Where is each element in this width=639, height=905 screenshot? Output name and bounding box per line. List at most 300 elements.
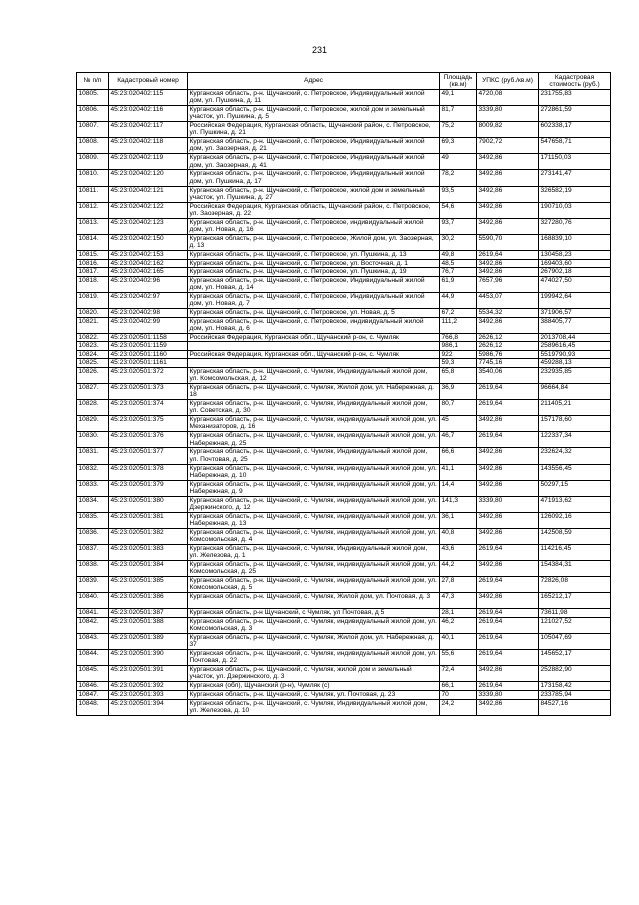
cell-cadastral-value: 232935,85 [539, 367, 611, 383]
cell-area: 44,2 [440, 561, 477, 577]
table-row [77, 432, 611, 448]
cell-address: Курганская область, р-н. Щучанский, с. Чумляк, индивидуальный жилой дом, ул. Почтовая, д. 22 [188, 650, 440, 666]
cell-row-number: 10842. [77, 617, 109, 633]
cell-upks: 2619,64 [477, 577, 539, 593]
cell-address: Курганская область, р-н. Щучанский, с. Чумляк, Индивидуальный жилой дом, ул. Комсомольская, д. 12 [188, 367, 440, 383]
cell-area: 49 [440, 154, 477, 170]
cell-address [188, 342, 440, 351]
cell-area: 40,1 [440, 634, 477, 650]
cell-cadastral-value: 96664,84 [539, 384, 611, 400]
table-row [77, 561, 611, 577]
cell-cadastral-number: 45:23:020402:122 [109, 202, 188, 218]
cell-cadastral-value: 2013708,44 [539, 333, 611, 342]
cell-address: Курганская область, р-н. Щучанский, с. Петровское, ул. Пушкина, д. 19 [188, 268, 440, 277]
cell-row-number: 10811. [77, 186, 109, 202]
cell-address: Курганская область, р-н. Щучанский, с. Петровское, Индивидуальный жилой дом, ул. Новая, д. 7 [188, 292, 440, 308]
table-row [77, 666, 611, 682]
table-row [77, 292, 611, 308]
table-row [77, 577, 611, 593]
cell-area: 28,1 [440, 609, 477, 618]
cell-row-number: 10848. [77, 699, 109, 715]
cell-upks: 2619,64 [477, 682, 539, 691]
cell-area: 46,2 [440, 617, 477, 633]
cell-area: 67,2 [440, 308, 477, 317]
cell-upks: 3339,80 [477, 496, 539, 512]
cell-upks: 2619,64 [477, 250, 539, 259]
cell-cadastral-value: 252882,90 [539, 666, 611, 682]
cell-row-number: 10838. [77, 561, 109, 577]
cell-address: Курганская область, р-н. Щучанский, с. Чумляк, Индивидуальный жилой дом, ул. Железова, д. 1 [188, 545, 440, 561]
table-row [77, 317, 611, 333]
cell-cadastral-number: 45:23:020501:1160 [109, 350, 188, 359]
cell-cadastral-value: 171150,03 [539, 154, 611, 170]
table-row [77, 528, 611, 544]
cell-upks: 2619,64 [477, 545, 539, 561]
cell-cadastral-value: 130458,23 [539, 250, 611, 259]
cell-address: Курганская область, р-н. Щучанский, с. Чумляк, индивидуальный жилой дом, ул. Комсомольская, д. 3 [188, 617, 440, 633]
table-row [77, 699, 611, 715]
cell-cadastral-value: 145652,17 [539, 650, 611, 666]
cell-area: 76,7 [440, 268, 477, 277]
cell-address: Курганская область, р-н. Щучанский, с. Чумляк, индивидуальный жилой дом, ул. Комсомольская, д. 4 [188, 528, 440, 544]
cell-row-number: 10825. [77, 359, 109, 368]
cell-row-number: 10845. [77, 666, 109, 682]
cell-cadastral-number: 45:23:020402:96 [109, 276, 188, 292]
cell-cadastral-number: 45:23:020501:386 [109, 593, 188, 609]
table-row [77, 384, 611, 400]
cell-row-number: 10806. [77, 106, 109, 122]
table-row [77, 234, 611, 250]
cell-upks: 3339,80 [477, 690, 539, 699]
cell-cadastral-value: 114216,45 [539, 545, 611, 561]
cell-row-number: 10807. [77, 122, 109, 138]
cell-cadastral-number: 45:23:020402:115 [109, 90, 188, 106]
cell-cadastral-value: 73611,98 [539, 609, 611, 618]
cell-address: Курганская область, р-н. Щучанский, с. Чумляк, ул. Почтовая, д. 23 [188, 690, 440, 699]
cell-cadastral-number: 45:23:020501:390 [109, 650, 188, 666]
cell-upks: 3492,86 [477, 218, 539, 234]
cell-area: 40,8 [440, 528, 477, 544]
cell-upks: 3492,86 [477, 528, 539, 544]
cell-area: 69,3 [440, 138, 477, 154]
cell-cadastral-number: 45:23:020501:378 [109, 464, 188, 480]
cell-row-number: 10808. [77, 138, 109, 154]
table-row [77, 154, 611, 170]
cell-area: 49,8 [440, 250, 477, 259]
cell-address: Курганская область, р-н. Щучанский, с. Петровское, Жилой дом, ул. Заозерная, д. 13 [188, 234, 440, 250]
cell-upks: 3492,86 [477, 154, 539, 170]
cell-area: 45 [440, 416, 477, 432]
cell-area: 30,2 [440, 234, 477, 250]
cell-address: Курганская область, р-н. Щучанский, с. Чумляк, Индивидуальный жилой дом, ул. Почтовая, д. 25 [188, 448, 440, 464]
cell-cadastral-number: 45:23:020501:379 [109, 480, 188, 496]
cell-row-number: 10829. [77, 416, 109, 432]
table-row [77, 448, 611, 464]
cell-address: Курганская область, р-н. Щучанский, с. Чумляк, индивидуальный жилой дом, ул. Механизаторов, д. 16 [188, 416, 440, 432]
cell-cadastral-value: 459288,13 [539, 359, 611, 368]
cell-upks: 3492,86 [477, 268, 539, 277]
table-row [77, 106, 611, 122]
cell-upks: 3492,86 [477, 170, 539, 186]
header-upks: УПКС (руб./кв.м) [477, 73, 539, 90]
cell-row-number: 10832. [77, 464, 109, 480]
cell-upks: 7902,72 [477, 138, 539, 154]
cell-cadastral-number: 45:23:020402:123 [109, 218, 188, 234]
cell-area: 986,1 [440, 342, 477, 351]
cell-cadastral-number: 45:23:020501:391 [109, 666, 188, 682]
cell-upks: 3339,80 [477, 106, 539, 122]
cell-row-number: 10830. [77, 432, 109, 448]
cell-upks: 3492,86 [477, 186, 539, 202]
cell-area: 61,9 [440, 276, 477, 292]
cell-area: 36,9 [440, 384, 477, 400]
cell-row-number: 10826. [77, 367, 109, 383]
cell-cadastral-value: 142508,59 [539, 528, 611, 544]
cell-row-number: 10843. [77, 634, 109, 650]
cell-row-number: 10824. [77, 350, 109, 359]
cell-row-number: 10817. [77, 268, 109, 277]
cell-upks: 2619,64 [477, 400, 539, 416]
cell-address: Курганская область, р-н. Щучанский, с. Петровское, жилой дом и земельный участок, ул. Пушкина, д. 5 [188, 106, 440, 122]
cell-cadastral-number: 45:23:020402:97 [109, 292, 188, 308]
cell-area: 48,5 [440, 259, 477, 268]
table-row [77, 690, 611, 699]
cell-area: 46,7 [440, 432, 477, 448]
cell-area: 70 [440, 690, 477, 699]
cell-cadastral-value: 474027,50 [539, 276, 611, 292]
cell-cadastral-value: 154384,31 [539, 561, 611, 577]
cell-address: Курганская область, р-н. Щучанский, с. Чумляк, индивидуальный жилой дом, ул. Дзержинского, д. 12 [188, 496, 440, 512]
cell-row-number: 10840. [77, 593, 109, 609]
cell-cadastral-value: 105047,69 [539, 634, 611, 650]
cell-upks: 7657,96 [477, 276, 539, 292]
cell-address: Курганская область, р-н. Щучанский, с. Чумляк, Жилой дом, ул. Набережная, д. 37 [188, 634, 440, 650]
cell-upks: 3492,86 [477, 259, 539, 268]
cell-row-number: 10812. [77, 202, 109, 218]
cell-row-number: 10835. [77, 512, 109, 528]
table-row [77, 333, 611, 342]
header-area: Площадь (кв.м) [440, 73, 477, 90]
cell-row-number: 10836. [77, 528, 109, 544]
cell-cadastral-value: 232624,32 [539, 448, 611, 464]
cell-area: 24,2 [440, 699, 477, 715]
cell-cadastral-number: 45:23:020501:388 [109, 617, 188, 633]
cell-area: 59,3 [440, 359, 477, 368]
cell-address: Российская Федерация, Курганская обл., Щучанский р-он, с. Чумляк [188, 350, 440, 359]
cell-cadastral-value: 157178,60 [539, 416, 611, 432]
cell-row-number: 10816. [77, 259, 109, 268]
cell-cadastral-number: 45:23:020501:373 [109, 384, 188, 400]
cell-address: Курганская область, р-н. Щучанский, с. Петровское, индивидуальный жилой дом, ул. Новая, д. 16 [188, 218, 440, 234]
cell-address: Курганская область, р-н. Щучанский, с. Чумляк, Индивидуальный жилой дом, ул. Железова, д. 10 [188, 699, 440, 715]
cell-area: 54,6 [440, 202, 477, 218]
cell-cadastral-number: 45:23:020402:150 [109, 234, 188, 250]
table-row [77, 593, 611, 609]
cell-cadastral-number: 45:23:020501:389 [109, 634, 188, 650]
cell-cadastral-value: 169403,60 [539, 259, 611, 268]
cell-row-number: 10846. [77, 682, 109, 691]
cell-cadastral-number: 45:23:020402:98 [109, 308, 188, 317]
cell-cadastral-number: 45:23:020501:381 [109, 512, 188, 528]
cell-cadastral-value: 327280,76 [539, 218, 611, 234]
cell-upks: 8009,82 [477, 122, 539, 138]
table-row [77, 416, 611, 432]
table-row [77, 122, 611, 138]
cell-cadastral-value: 122337,34 [539, 432, 611, 448]
cell-address: Курганская область, р-н. Щучанский, с. Петровское, ул. Новая, д. 5 [188, 308, 440, 317]
cell-upks: 3492,86 [477, 480, 539, 496]
cell-row-number: 10847. [77, 690, 109, 699]
cell-area: 93,5 [440, 186, 477, 202]
cell-cadastral-number: 45:23:020501:392 [109, 682, 188, 691]
cell-cadastral-value: 267902,18 [539, 268, 611, 277]
cell-upks: 5534,32 [477, 308, 539, 317]
table-row [77, 609, 611, 618]
cell-cadastral-value: 143556,45 [539, 464, 611, 480]
table-row [77, 308, 611, 317]
cell-address: Курганская область, р-н. Щучанский, с. Петровское, ул. Пушкина, д. 13 [188, 250, 440, 259]
cell-cadastral-value: 126092,16 [539, 512, 611, 528]
cell-upks: 2619,64 [477, 609, 539, 618]
cell-cadastral-value: 165212,17 [539, 593, 611, 609]
cell-cadastral-number: 45:23:020402:165 [109, 268, 188, 277]
cell-area: 55,6 [440, 650, 477, 666]
cell-cadastral-number: 45:23:020501:394 [109, 699, 188, 715]
cell-area: 44,9 [440, 292, 477, 308]
cell-cadastral-number: 45:23:020402:162 [109, 259, 188, 268]
cell-row-number: 10814. [77, 234, 109, 250]
cell-row-number: 10819. [77, 292, 109, 308]
cell-area: 47,3 [440, 593, 477, 609]
cell-cadastral-number: 45:23:020501:1158 [109, 333, 188, 342]
cell-cadastral-value: 272861,59 [539, 106, 611, 122]
header-cadastral-number: Кадастровый номер [109, 73, 188, 90]
cell-cadastral-number: 45:23:020501:375 [109, 416, 188, 432]
table-row [77, 367, 611, 383]
cell-cadastral-value: 231755,83 [539, 90, 611, 106]
cell-area: 66,1 [440, 682, 477, 691]
header-address: Адрес [188, 73, 440, 90]
cell-row-number: 10805. [77, 90, 109, 106]
cell-row-number: 10828. [77, 400, 109, 416]
cell-address: Курганская область, р-н. Щучанский, с. Петровское, Индивидуальный жилой дом, ул. Заозерная, д. 21 [188, 138, 440, 154]
table-row [77, 202, 611, 218]
cell-address: Курганская область, р-н. Щучанский, с. Петровское, индивидуальный жилой дом, ул. Новая, д. 6 [188, 317, 440, 333]
cell-cadastral-value: 326582,19 [539, 186, 611, 202]
cell-area: 78,2 [440, 170, 477, 186]
cell-upks: 3492,86 [477, 464, 539, 480]
cell-cadastral-number: 45:23:020501:372 [109, 367, 188, 383]
cell-cadastral-number: 45:23:020501:393 [109, 690, 188, 699]
cell-upks: 3492,86 [477, 593, 539, 609]
cell-upks: 3492,86 [477, 512, 539, 528]
cell-address: Курганская (обл), Щучанский (р-н), Чумляк (с) [188, 682, 440, 691]
cell-upks: 2619,64 [477, 617, 539, 633]
cell-address: Курганская область, р-н. Щучанский, с. Петровское, Индивидуальный жилой дом, ул. Заозерная, д. 41 [188, 154, 440, 170]
cell-row-number: 10810. [77, 170, 109, 186]
cell-area: 922 [440, 350, 477, 359]
cell-address: Курганская область, р-н. Щучанский, с. Чумляк, индивидуальный жилой дом, ул. Комсомольская, д. 25 [188, 561, 440, 577]
table-row [77, 400, 611, 416]
cell-address: Российская Федерация, Курганская область, Щучанский район, с. Петровское, ул. Пушкина, д. 21 [188, 122, 440, 138]
cell-cadastral-number: 45:23:020402:116 [109, 106, 188, 122]
table-header-row [77, 73, 611, 90]
cell-address: Курганская область, р-н. Щучанский, с. Чумляк, индивидуальный жилой дом, ул. Набережная, д. 25 [188, 432, 440, 448]
header-cadastral-value: Кадастровая стоимость (руб.) [539, 73, 611, 90]
cell-upks: 5590,70 [477, 234, 539, 250]
cell-row-number: 10813. [77, 218, 109, 234]
cell-address [188, 359, 440, 368]
cell-row-number: 10815. [77, 250, 109, 259]
cell-area: 111,2 [440, 317, 477, 333]
cell-upks: 3492,86 [477, 317, 539, 333]
cell-area: 766,8 [440, 333, 477, 342]
table-row [77, 650, 611, 666]
cell-upks: 3492,86 [477, 699, 539, 715]
cell-cadastral-value: 168839,10 [539, 234, 611, 250]
cell-address: Курганская область, р-н. Щучанский, с. Чумляк, Жилой дом, ул. Почтовая, д. 3 [188, 593, 440, 609]
table-body [77, 90, 611, 716]
cell-address: Курганская область, р-н Щучанский, с Чумляк, ул Почтовая, д 5 [188, 609, 440, 618]
cell-cadastral-value: 388405,77 [539, 317, 611, 333]
table-row [77, 276, 611, 292]
cell-row-number: 10822. [77, 333, 109, 342]
cell-area: 75,2 [440, 122, 477, 138]
table-row [77, 617, 611, 633]
cell-address: Российская Федерация, Курганская область, Щучанский район, с. Петровское, ул. Заозерная, д. 22 [188, 202, 440, 218]
header-num: № п/п [77, 73, 109, 90]
cell-address: Российская Федерация, Курганская обл., Щучанский р-он, с. Чумляк [188, 333, 440, 342]
cell-cadastral-number: 45:23:020501:376 [109, 432, 188, 448]
cell-cadastral-value: 233785,94 [539, 690, 611, 699]
cell-cadastral-number: 45:23:020402:153 [109, 250, 188, 259]
cell-address: Курганская область, р-н. Щучанский, с. Петровское, Индивидуальный жилой дом, ул. Новая, д. 14 [188, 276, 440, 292]
table-row [77, 512, 611, 528]
cell-cadastral-number: 45:23:020402:120 [109, 170, 188, 186]
cell-area: 80,7 [440, 400, 477, 416]
cell-upks: 3492,86 [477, 416, 539, 432]
cell-cadastral-value: 199942,64 [539, 292, 611, 308]
cell-cadastral-number: 45:23:020402:118 [109, 138, 188, 154]
cell-cadastral-value: 211405,21 [539, 400, 611, 416]
cell-address: Курганская область, р-н. Щучанский, с. Чумляк, индивидуальный жилой дом, ул. Набережная, д. 13 [188, 512, 440, 528]
cell-upks: 2619,64 [477, 384, 539, 400]
cell-cadastral-number: 45:23:020501:1161 [109, 359, 188, 368]
cell-row-number: 10823. [77, 342, 109, 351]
cell-row-number: 10834. [77, 496, 109, 512]
cell-address: Курганская область, р-н. Щучанский, с. Чумляк, индивидуальный жилой дом, ул. Набережная, д. 10 [188, 464, 440, 480]
cell-row-number: 10827. [77, 384, 109, 400]
cell-cadastral-value: 602338,17 [539, 122, 611, 138]
cell-cadastral-value: 72826,08 [539, 577, 611, 593]
table-row [77, 634, 611, 650]
cell-upks: 5986,76 [477, 350, 539, 359]
table-row [77, 268, 611, 277]
cell-address: Курганская область, р-н. Щучанский, с. Чумляк, Жилой дом, ул. Набережная, д. 18 [188, 384, 440, 400]
table-row [77, 250, 611, 259]
table-row [77, 138, 611, 154]
cell-area: 66,6 [440, 448, 477, 464]
cell-cadastral-value: 5519790,93 [539, 350, 611, 359]
table-row [77, 464, 611, 480]
cell-row-number: 10820. [77, 308, 109, 317]
cell-cadastral-value: 50297,15 [539, 480, 611, 496]
cell-cadastral-number: 45:23:020402:99 [109, 317, 188, 333]
table-row [77, 682, 611, 691]
table-row [77, 342, 611, 351]
table-row [77, 259, 611, 268]
cell-area: 14,4 [440, 480, 477, 496]
cell-area: 72,4 [440, 666, 477, 682]
cell-cadastral-number: 45:23:020501:383 [109, 545, 188, 561]
cell-row-number: 10818. [77, 276, 109, 292]
table-row [77, 350, 611, 359]
cell-cadastral-number: 45:23:020501:385 [109, 577, 188, 593]
cell-cadastral-value: 121027,52 [539, 617, 611, 633]
table-row [77, 218, 611, 234]
cell-upks: 2619,64 [477, 432, 539, 448]
cell-area: 49,1 [440, 90, 477, 106]
cell-upks: 3492,86 [477, 666, 539, 682]
cell-upks: 2619,64 [477, 650, 539, 666]
table-row [77, 186, 611, 202]
cell-upks: 7745,16 [477, 359, 539, 368]
cell-area: 65,8 [440, 367, 477, 383]
page-number: 231 [311, 45, 328, 55]
cell-cadastral-number: 45:23:020501:382 [109, 528, 188, 544]
cell-cadastral-number: 45:23:020501:1159 [109, 342, 188, 351]
cell-upks: 2619,64 [477, 634, 539, 650]
cell-cadastral-value: 190710,03 [539, 202, 611, 218]
cell-address: Курганская область, р-н. Щучанский, с. Петровское, Индивидуальный жилой дом, ул. Пушкина, д. 11 [188, 90, 440, 106]
cell-upks: 3492,86 [477, 202, 539, 218]
cell-cadastral-number: 45:23:020501:377 [109, 448, 188, 464]
cell-area: 43,6 [440, 545, 477, 561]
cell-row-number: 10831. [77, 448, 109, 464]
cell-cadastral-number: 45:23:020402:117 [109, 122, 188, 138]
cell-area: 81,7 [440, 106, 477, 122]
cell-cadastral-number: 45:23:020501:380 [109, 496, 188, 512]
cell-upks: 4453,07 [477, 292, 539, 308]
cell-cadastral-value: 547658,71 [539, 138, 611, 154]
cell-upks: 4720,08 [477, 90, 539, 106]
cell-address: Курганская область, р-н. Щучанский, с. Чумляк, Индивидуальный жилой дом, ул. Советская, д. 30 [188, 400, 440, 416]
cell-upks: 2626,12 [477, 333, 539, 342]
cell-area: 93,7 [440, 218, 477, 234]
cell-cadastral-value: 371906,57 [539, 308, 611, 317]
cell-area: 36,1 [440, 512, 477, 528]
cell-upks: 3492,86 [477, 561, 539, 577]
cell-cadastral-value: 84527,16 [539, 699, 611, 715]
cell-address: Курганская область, р-н. Щучанский, с. Петровское, Индивидуальный жилой дом, ул. Пушкина, д. 17 [188, 170, 440, 186]
cell-upks: 3492,86 [477, 448, 539, 464]
cell-cadastral-number: 45:23:020501:387 [109, 609, 188, 618]
table-row [77, 545, 611, 561]
table-row [77, 359, 611, 368]
cell-cadastral-value: 273141,47 [539, 170, 611, 186]
table-row [77, 480, 611, 496]
cell-row-number: 10839. [77, 577, 109, 593]
cadastral-value-table [76, 72, 611, 716]
cell-row-number: 10844. [77, 650, 109, 666]
cell-address: Курганская область, р-н. Щучанский, с. Чумляк, жилой дом и земельный участок, ул. Дзержинского, д. 3 [188, 666, 440, 682]
cell-upks: 3540,06 [477, 367, 539, 383]
cell-row-number: 10809. [77, 154, 109, 170]
cell-row-number: 10837. [77, 545, 109, 561]
cell-row-number: 10833. [77, 480, 109, 496]
cell-cadastral-value: 471913,62 [539, 496, 611, 512]
table-row [77, 496, 611, 512]
